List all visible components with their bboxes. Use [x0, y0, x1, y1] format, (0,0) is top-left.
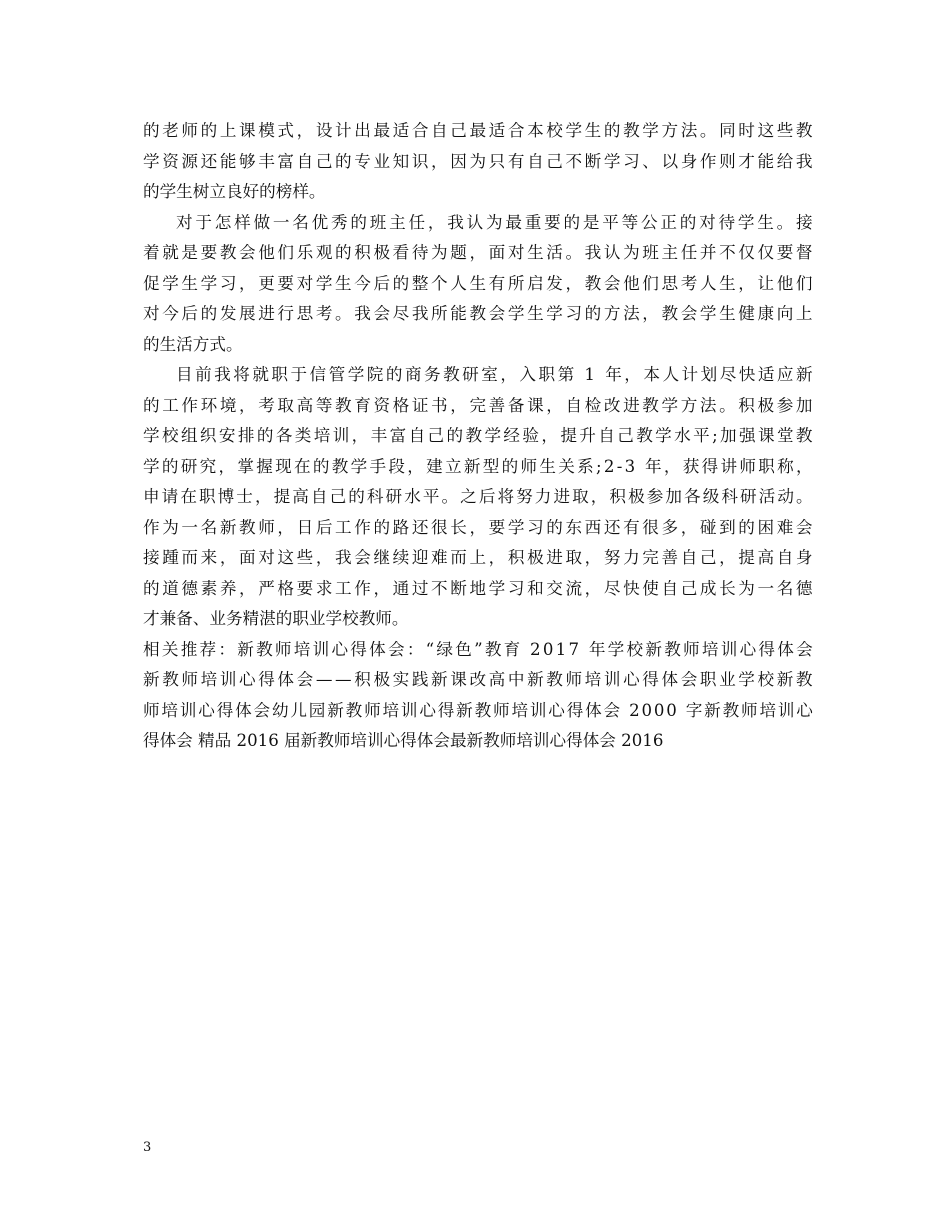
text-line: 学 的 研 究 ， 掌 握 现 在 的 教 学 手 段 ， 建 立 新 型 的 师 生 关 系 ; 2 - 3 年 ， 获 得 讲 师 职 称 ， [143, 456, 813, 476]
text-line: 申 请 在 职 博 士 ， 提 高 自 己 的 科 研 水 平 。 之 后 将 努 力 进 取 ， 积 极 参 加 各 级 科 研 活 动 。 [143, 487, 813, 506]
text-line: 的 老 师 的 上 课 模 式 ， 设 计 出 最 适 合 自 己 最 适 合 本 校 学 生 的 教 学 方 法 。 同 时 这 些 教 [143, 121, 813, 140]
text-line: 接 踵 而 来 ， 面 对 这 些 ， 我 会 继 续 迎 难 而 上 ， 积 极 进 取 ， 努 力 完 善 自 己 ， 提 高 自 身 [143, 548, 813, 567]
text-line: 才兼备、业务精湛的职业学校教师。 [143, 609, 409, 628]
text-line: 促 学 生 学 习 ， 更 要 对 学 生 今 后 的 整 个 人 生 有 所 启 发 ， 教 会 他 们 思 考 人 生 ， 让 他 们 [143, 273, 813, 293]
text-line: 的 工 作 环 境 ， 考 取 高 等 教 育 资 格 证 书 ， 完 善 备 课 ， 自 检 改 进 教 学 方 法 。 积 极 参 加 [143, 395, 813, 415]
text-line: 的学生树立良好的榜样。 [143, 182, 326, 201]
page-number: 3 [143, 1140, 152, 1155]
text-line: 作 为 一 名 新 教 师 ， 日 后 工 作 的 路 还 很 长 ， 要 学 习 的 东 西 还 有 很 多 ， 碰 到 的 困 难 会 [143, 517, 813, 537]
text-line: 学 资 源 还 能 够 丰 富 自 己 的 专 业 知 识 ， 因 为 只 有 自 己 不 断 学 习 、 以 身 作 则 才 能 给 我 [143, 151, 813, 171]
text-line: 着 就 是 要 教 会 他 们 乐 观 的 积 极 看 待 为 题 ， 面 对 生 活 。 我 认 为 班 主 任 并 不 仅 仅 要 督 [143, 243, 813, 262]
text-line: 新 教 师 培 训 心 得 体 会 — — 积 极 实 践 新 课 改 高 中 新 教 师 培 训 心 得 体 会 职 业 学 校 新 教 [143, 670, 813, 689]
text-line: 的生活方式。 [143, 334, 243, 354]
text-line: 目 前 我 将 就 职 于 信 管 学 院 的 商 务 教 研 室 ， 入 职 第 1 年 ， 本 人 计 划 尽 快 适 应 新 [176, 365, 813, 384]
text-line: 的 道 德 素 养 ， 严 格 要 求 工 作 ， 通 过 不 断 地 学 习 和 交 流 ， 尽 快 使 自 己 成 长 为 一 名 德 [143, 578, 813, 598]
text-line: 学 校 组 织 安 排 的 各 类 培 训 ， 丰 富 自 己 的 教 学 经 验 ， 提 升 自 己 教 学 水 平 ; 加 强 课 堂 教 [143, 426, 813, 445]
document-body [143, 116, 813, 757]
text-line: 对 于 怎 样 做 一 名 优 秀 的 班 主 任 ， 我 认 为 最 重 要 的 是 平 等 公 正 的 对 待 学 生 。 接 [176, 212, 813, 232]
text-line: 对 今 后 的 发 展 进 行 思 考 。 我 会 尽 我 所 能 教 会 学 生 学 习 的 方 法 ， 教 会 学 生 健 康 向 上 [143, 304, 813, 323]
text-line: 相 关 推 荐 ： 新 教 师 培 训 心 得 体 会 ： “ 绿 色 ” 教 育 2 0 1 7 年 学 校 新 教 师 培 训 心 得 体 会 [143, 639, 813, 659]
text-line: 师 培 训 心 得 体 会 幼 儿 园 新 教 师 培 训 心 得 新 教 师 培 训 心 得 体 会 2 0 0 0 字 新 教 师 培 训 心 [143, 700, 813, 720]
text-line: 得体会 精品 2016 届新教师培训心得体会最新教师培训心得体会 2016 [143, 731, 664, 750]
